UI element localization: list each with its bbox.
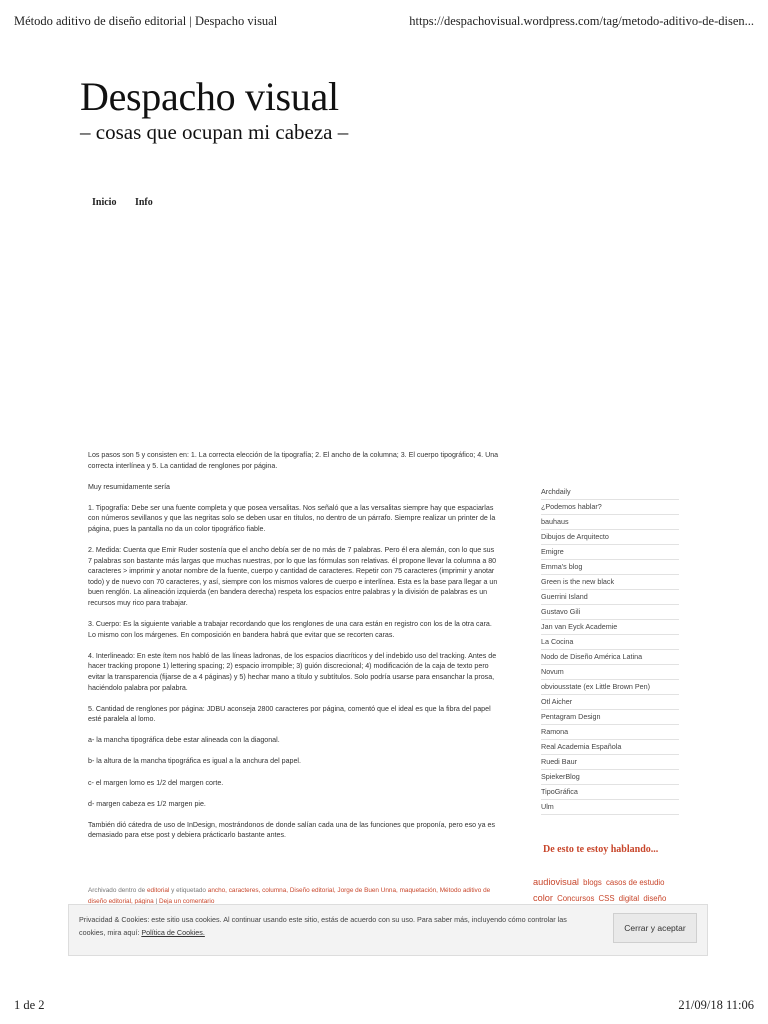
meta-tagged-label: y etiquetado	[171, 887, 206, 894]
blogroll-link[interactable]: Pentagram Design	[541, 710, 679, 725]
meta-prefix: Archivado dentro de	[88, 887, 146, 894]
site-tagline: – cosas que ocupan mi cabeza –	[80, 120, 349, 144]
post-paragraph: c- el margen lomo es 1/2 del margen corte.	[88, 778, 224, 787]
print-datetime: 21/09/18 11:06	[678, 998, 754, 1012]
nav-item-inicio[interactable]: Inicio	[92, 197, 117, 208]
cookie-message: Privacidad & Cookies: este sitio usa cookies. Al continuar usando este sitio, estás de acuerdo con su uso. Para saber más, incluyendo cómo controlar las cookies, mira aquí:	[79, 915, 567, 937]
blogroll-link[interactable]: Archdaily	[541, 488, 679, 500]
tag-link[interactable]: digital	[618, 893, 640, 903]
blogroll-link[interactable]: Ulm	[541, 800, 679, 815]
tag-link[interactable]: color	[533, 892, 553, 903]
blogroll-link[interactable]: Ruedi Baur	[541, 755, 679, 770]
blogroll-link[interactable]: Dibujos de Arquitecto	[541, 530, 679, 545]
blogroll-link[interactable]: Emigre	[541, 545, 679, 560]
blogroll-link[interactable]: bauhaus	[541, 515, 679, 530]
print-page-url: https://despachovisual.wordpress.com/tag/metodo-aditivo-de-disen...	[409, 14, 754, 28]
post-paragraph: También dió cátedra de uso de InDesign, mostrándonos de donde salían cada una de las funciones que proponía, pero eso ya es demasiado para etse post y debiera prácticarlo bastante antes.	[88, 820, 495, 840]
post-paragraph: 3. Cuerpo: Es la siguiente variable a trabajar recordando que los renglones de una cara están en registro con los de la otra cara. Lo mismo con los márgenes. En composición en bandera habrá que evitar que se recorten caras.	[88, 620, 492, 639]
post-content	[88, 450, 500, 851]
tag-link[interactable]: blogs	[583, 878, 602, 887]
cookie-banner	[68, 904, 708, 956]
meta-tags-links[interactable]: ancho, caracteres, columna, Diseño editorial, Jorge de Buen Unna, maquetación, Método aditivo de diseño editorial, página	[88, 887, 491, 905]
blogroll-link[interactable]: SpiekerBlog	[541, 770, 679, 785]
blogroll-link[interactable]: Guerrini Island	[541, 590, 679, 605]
post-paragraph: Los pasos son 5 y consisten en: 1. La correcta elección de la tipografía; 2. El ancho de la columna; 3. El cuerpo tipográfico; 4. Una correcta interlínea y 5. La cantidad de renglones por página.	[88, 451, 499, 470]
blogroll-link[interactable]: Otl Aicher	[541, 695, 679, 710]
post-paragraph: Muy resumidamente sería	[88, 482, 171, 491]
blogroll-link[interactable]: Ramona	[541, 725, 679, 740]
cookie-text	[79, 913, 589, 939]
tag-cloud-title: De esto te estoy hablando...	[543, 844, 659, 855]
blogroll-link[interactable]: Real Academia Española	[541, 740, 679, 755]
main-nav	[92, 197, 169, 208]
post-paragraph: b- la altura de la mancha tipográfica es igual a la anchura del papel.	[88, 757, 301, 766]
blogroll-link[interactable]: Novum	[541, 665, 679, 680]
blogroll-link[interactable]: Green is the new black	[541, 575, 679, 590]
tag-cloud	[533, 875, 683, 906]
print-header	[14, 14, 754, 32]
blogroll-link[interactable]: Gustavo Gili	[541, 605, 679, 620]
post-paragraph: a- la mancha tipográfica debe estar alineada con la diagonal.	[88, 736, 280, 745]
print-page-title: Método aditivo de diseño editorial | Despacho visual	[14, 14, 278, 28]
post-paragraph: d- margen cabeza es 1/2 margen pie.	[88, 799, 206, 808]
blogroll-link[interactable]: Jan van Eyck Academie	[541, 620, 679, 635]
leave-comment-link[interactable]: Deja un comentario	[158, 897, 215, 905]
tag-link[interactable]: diseño	[643, 893, 667, 903]
blogroll-link[interactable]: Emma's blog	[541, 560, 679, 575]
tag-link[interactable]: CSS	[598, 893, 615, 903]
post-paragraph: 1. Tipografía: Debe ser una fuente completa y que posea versalitas. Nos señaló que a las versalitas siempre hay que espaciarlas con números sevillanos y que las negritas solo se deben usar en títulos, no dentro de un párrafo. Siempre realizar un printer de la página, pues la pantalla no da un color tipográfico fiable.	[88, 503, 496, 533]
cookie-policy-link[interactable]: Política de Cookies.	[141, 928, 205, 937]
post-paragraph: 2. Medida: Cuenta que Emir Ruder sostenía que el ancho debía ser de no más de 7 palabras. Pero él era alemán, con lo que sus 7 palabras son bastante más largas que muchas nuestras, por lo que las fórmulas son relativas. él propone llevar la columna a 80 caracteres > imprimir y anotar nombre de la fuente, cuerpo y cantidad de caracteres. Repetir con 75 caracteres (imprimir y anotar todo) y de nuevo con 70 caracteres, y así, siempre con los mismos valores de cuerpo e interlínea. Esta es la base para llegar a un buen renglón. La alineación izquierda (en bandera derecha) respeta los espacios entre palabras y la división de palabras es un recursos muy rico para trabajar.	[88, 546, 498, 608]
print-page-number: 1 de 2	[14, 998, 45, 1012]
tag-link[interactable]: Concursos	[557, 893, 595, 903]
blogroll	[541, 488, 679, 816]
cookie-accept-button[interactable]: Cerrar y aceptar	[613, 913, 697, 943]
blogroll-link[interactable]: La Cocina	[541, 635, 679, 650]
tag-link[interactable]: casos de estudio	[605, 878, 665, 887]
blogroll-link[interactable]: Nodo de Diseño América Latina	[541, 650, 679, 665]
post-paragraph: 4. Interlineado: En este ítem nos habló de las líneas ladronas, de los espacios diacríticos y del indebido uso del tracking. Antes de hacer tracking propone 1) lettering spacing; 2) espacio irrompible; 3) guión discrecional; 4) modificación de la caja de texto pero evitar la transparencia (fijarse de a 4 páginas) y 5) hechar mano a título y subtítulos. Solo podría usarse para ensanchar la prosa, haciéndolo palabra por palabra.	[88, 651, 497, 692]
meta-separator: |	[155, 897, 158, 905]
nav-item-info[interactable]: Info	[134, 197, 153, 208]
tag-link[interactable]: audiovisual	[533, 877, 579, 887]
meta-category-link[interactable]: editorial	[146, 887, 170, 894]
post-paragraph: 5. Cantidad de renglones por página: JDBU aconseja 2800 caracteres por página, comentó que el ideal es que la fibra del papel esté paralela al lomo.	[88, 704, 491, 724]
blogroll-link[interactable]: ¿Podemos hablar?	[541, 500, 679, 515]
site-title[interactable]: Despacho visual	[80, 74, 339, 119]
blogroll-link[interactable]: obviousstate (ex Little Brown Pen)	[541, 680, 679, 695]
blogroll-link[interactable]: TipoGráfica	[541, 785, 679, 800]
print-footer	[14, 998, 754, 1014]
